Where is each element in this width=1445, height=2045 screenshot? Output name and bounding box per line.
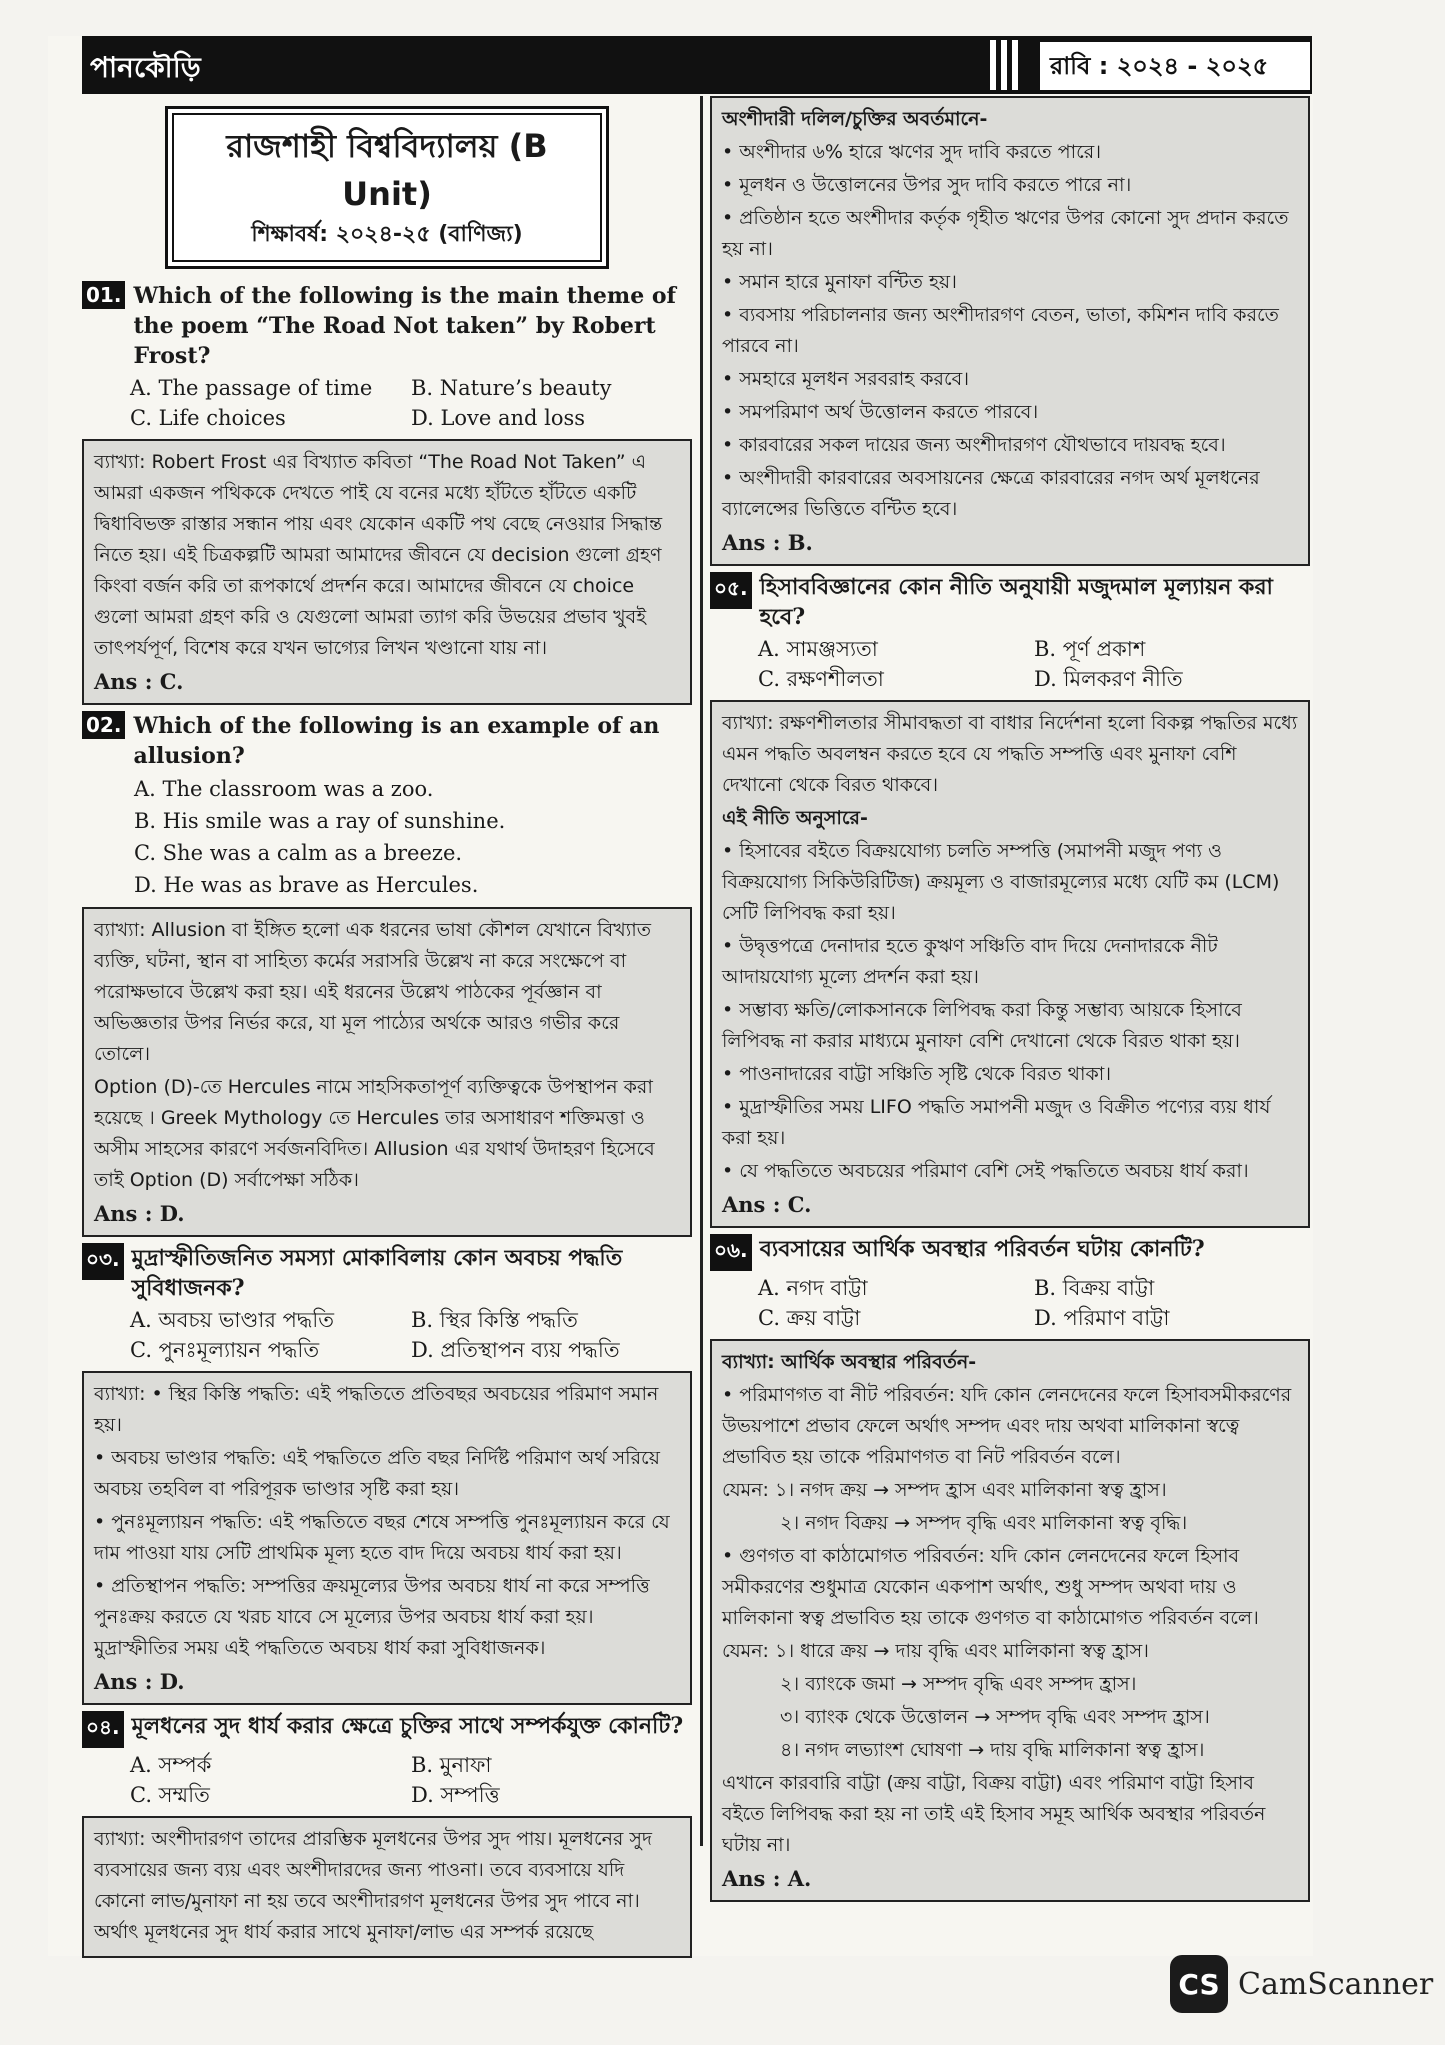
explanation-bullet: • মুদ্রাস্ফীতির সময় LIFO পদ্ধতি সমাপনী মজুদ ও বিক্রীত পণ্যের ব্যয় ধার্য করা হয়। xyxy=(722,1096,1271,1149)
options xyxy=(710,1273,1310,1333)
left-column xyxy=(82,96,692,1958)
option-c: C. পুনঃমূল্যায়ন পদ্ধতি xyxy=(130,1338,320,1362)
explanation-bullet: • সম্ভাব্য ক্ষতি/লোকসানকে লিপিবদ্ধ করা কিন্তু সম্ভাব্য আয়কে হিসাবে লিপিবদ্ধ না করার মাধ্যমে মুনাফা বেশি দেখানো থেকে বিরত থাকা হয়। xyxy=(722,999,1242,1052)
explanation-bullet: • মূলধন ও উত্তোলনের উপর সুদ দাবি করতে পারে না। xyxy=(722,174,1132,196)
option-a: A. সম্পর্ক xyxy=(130,1753,212,1777)
option-c: C. Life choices xyxy=(130,406,286,430)
example-line: ৪। নগদ লভ্যাংশ ঘোষণা → দায় বৃদ্ধি মালিকানা স্বত্ব হ্রাস। xyxy=(780,1739,1205,1761)
explanation-text: ব্যাখ্যা: রক্ষণশীলতার সীমাবদ্ধতা বা বাধার নির্দেশনা হলো বিকল্প পদ্ধতির মধ্যে এমন পদ্ধতি অবলম্বন করতে হবে যে পদ্ধতি সম্পত্তি এবং মুনাফা বেশি দেখানো থেকে বিরত থাকবে। xyxy=(722,712,1298,796)
question-number: ০৫. xyxy=(710,572,752,609)
answer: Ans : D. xyxy=(94,1201,185,1226)
option-a: A. নগদ বাট্টা xyxy=(758,1276,868,1300)
explanation-box xyxy=(82,439,692,705)
answer: Ans : C. xyxy=(722,1192,812,1217)
question-3 xyxy=(82,1243,692,1705)
question-number: 02. xyxy=(82,711,125,739)
options xyxy=(82,373,692,433)
header-bars xyxy=(990,40,1030,90)
option-a: A. অবচয় ভাণ্ডার পদ্ধতি xyxy=(130,1308,335,1332)
option-d: D. প্রতিস্থাপন ব্যয় পদ্ধতি xyxy=(411,1338,620,1362)
explanation-bullet: • গুণগত বা কাঠামোগত পরিবর্তন: যদি কোন লেনদেনের ফলে হিসাব সমীকরণের শুধুমাত্র যেকোন একপাশ অর্থাৎ, শুধু সম্পদ অথবা দায় ও মালিকানা স্বত্ব প্রভাবিত হয় তাকে গুণগত বা কাঠামোগত পরিবর্তন বলে। xyxy=(722,1545,1259,1629)
question-4 xyxy=(82,1711,692,1958)
explanation-bullet: • অংশীদার ৬% হারে ঋণের সুদ দাবি করতে পারে। xyxy=(722,141,1102,163)
explanation-text: ব্যাখ্যা: Robert Frost এর বিখ্যাত কবিতা “The Road Not Taken” এ আমরা একজন পথিককে দেখতে পাই যে বনের মধ্যে হাঁটতে হাঁটতে একটি দ্বিধাবিভক্ত রাস্তার সন্ধান পায় এবং যেকোন একটি পথ বেছে নেওয়ার সিদ্ধান্ত নিতে হয়। এই চিত্রকল্পটি আমরা আমাদের জীবনে যে decision গুলো গ্রহণ কিংবা বর্জন করি তা রূপকার্থে প্রদর্শন করে। আমাদের জীবনে যে choice গুলো আমরা গ্রহণ করি ও যেগুলো আমরা ত্যাগ করি উভয়ের প্রভাব খুবই তাৎপর্যপূর্ণ, বিশেষ করে যখন ভাগ্যের লিখন খণ্ডানো যায় না। xyxy=(94,451,663,659)
explanation-bullet: • যে পদ্ধতিতে অবচয়ের পরিমাণ বেশি সেই পদ্ধতিতে অবচয় ধার্য করা। xyxy=(722,1160,1249,1182)
explanation-box-continued xyxy=(710,96,1310,566)
question-text: হিসাববিজ্ঞানের কোন নীতি অনুযায়ী মজুদমাল মূল্যায়ন করা হবে? xyxy=(759,574,1273,630)
example-line: ৩। ব্যাংক থেকে উত্তোলন → সম্পদ বৃদ্ধি এবং সম্পদ হ্রাস। xyxy=(780,1706,1210,1728)
question-2 xyxy=(82,711,692,1237)
question-text: Which of the following is an example of an allusion? xyxy=(133,713,660,769)
explanation-bullet: • উদ্বৃত্তপত্রে দেনাদার হতে কুঋণ সঞ্চিতি বাদ দিয়ে দেনাদারকে নীট আদায়যোগ্য মূল্যে প্রদর্শন করা হয়। xyxy=(722,935,1218,988)
question-text: ব্যবসায়ের আর্থিক অবস্থার পরিবর্তন ঘটায় কোনটি? xyxy=(759,1236,1205,1262)
explanation-bullet: • সমহারে মূলধন সরবরাহ করবে। xyxy=(722,368,970,390)
example-line: যেমন: ১। ধারে ক্রয় → দায় বৃদ্ধি এবং মালিকানা স্বত্ব হ্রাস। xyxy=(722,1640,1149,1662)
example-line: ২। ব্যাংকে জমা → সম্পদ বৃদ্ধি এবং সম্পদ হ্রাস। xyxy=(780,1673,1137,1695)
explanation-bullet: • হিসাবের বইতে বিক্রয়যোগ্য চলতি সম্পত্তি (সমাপনী মজুদ পণ্য ও বিক্রয়যোগ্য সিকিউরিটিজ) ক্রয়মূল্য ও বাজারমূল্যের মধ্যে যেটি কম (LCM) সেটি লিপিবদ্ধ করা হয়। xyxy=(722,840,1280,924)
question-text: Which of the following is the main theme of the poem “The Road Not taken” by Robert Frost? xyxy=(133,283,677,369)
page-label: রাবি : ২০২৪ - ২০২৫ xyxy=(1040,42,1310,90)
option-c: C. রক্ষণশীলতা xyxy=(758,667,884,691)
explanation-box xyxy=(710,700,1310,1228)
question-number: ০৩. xyxy=(82,1243,124,1280)
answer: Ans : B. xyxy=(722,530,813,555)
question-text: মূলধনের সুদ ধার্য করার ক্ষেত্রে চুক্তির সাথে সম্পর্কযুক্ত কোনটি? xyxy=(131,1713,684,1739)
explanation-text: এখানে কারবারি বাট্টা (ক্রয় বাট্টা, বিক্রয় বাট্টা) এবং পরিমাণ বাট্টা হিসাব বইতে লিপিবদ্ধ করা হয় না তাই এই হিসাব সমূহ আর্থিক অবস্থার পরিবর্তন ঘটায় না। xyxy=(722,1772,1266,1856)
explanation-heading: অংশীদারী দলিল/চুক্তির অবর্তমানে- xyxy=(722,108,988,130)
right-column xyxy=(710,96,1310,1902)
example-line: ২। নগদ বিক্রয় → সম্পদ বৃদ্ধি এবং মালিকানা স্বত্ব বৃদ্ধি। xyxy=(780,1512,1188,1534)
explanation-bullet: • অংশীদারী কারবারের অবসায়নের ক্ষেত্রে কারবারের নগদ অর্থ মূলধনের ব্যালেন্সের ভিত্তিতে বন্টিত হবে। xyxy=(722,467,1260,520)
option-a: A. সামঞ্জস্যতা xyxy=(758,637,878,661)
option-d: D. মিলকরণ নীতি xyxy=(1034,667,1183,691)
camscanner-watermark xyxy=(1170,1955,1433,2013)
explanation-bullet: • পরিমাণগত বা নীট পরিবর্তন: যদি কোন লেনদেনের ফলে হিসাবসমীকরণের উভয়পাশে প্রভাব ফেলে অর্থাৎ সম্পদ এবং দায় অথবা মালিকানা স্বত্বে প্রভাবিত হয় তাকে পরিমাণগত বা নিট পরিবর্তন বলে। xyxy=(722,1384,1292,1468)
options xyxy=(82,1305,692,1365)
explanation-box xyxy=(82,907,692,1237)
camscanner-name: CamScanner xyxy=(1238,1966,1434,2002)
options xyxy=(710,634,1310,694)
explanation-bullet: • সমপরিমাণ অর্থ উত্তোলন করতে পারবে। xyxy=(722,401,1039,423)
explanation-text: Option (D)-তে Hercules নামে সাহসিকতাপূর্ণ ব্যক্তিত্বকে উপস্থাপন করা হয়েছে । Greek Mythology তে Hercules তার অসাধারণ শক্তিমত্তা ও অসীম সাহসের কারণে সর্বজনবিদিত। Allusion এর যথার্থ উদাহরণ হিসেবে তাই Option (D) সর্বাপেক্ষা সঠিক। xyxy=(94,1076,655,1191)
example-line: যেমন: ১। নগদ ক্রয় → সম্পদ হ্রাস এবং মালিকানা স্বত্ব হ্রাস। xyxy=(722,1479,1167,1501)
option-c: C. ক্রয় বাট্টা xyxy=(758,1306,861,1330)
option-a: A. The classroom was a zoo. xyxy=(134,777,434,801)
option-b: B. Nature’s beauty xyxy=(411,376,612,400)
answer: Ans : A. xyxy=(722,1866,812,1891)
explanation-box xyxy=(82,1816,692,1958)
question-1 xyxy=(82,281,692,705)
option-c: C. She was a calm as a breeze. xyxy=(134,841,463,865)
option-d: D. পরিমাণ বাট্টা xyxy=(1034,1306,1170,1330)
option-b: B. মুনাফা xyxy=(411,1753,492,1777)
title-box xyxy=(165,106,609,269)
explanation-heading: এই নীতি অনুসারে- xyxy=(722,807,868,829)
option-d: D. He was as brave as Hercules. xyxy=(134,873,479,897)
explanation-box xyxy=(710,1339,1310,1902)
options xyxy=(82,1750,692,1810)
answer: Ans : D. xyxy=(94,1669,185,1694)
question-number: ০৪. xyxy=(82,1711,124,1748)
question-number: ০৬. xyxy=(710,1234,752,1271)
camscanner-logo-icon: CS xyxy=(1170,1955,1228,2013)
option-b: B. বিক্রয় বাট্টা xyxy=(1034,1276,1155,1300)
explanation-bullet: • পাওনাদারের বাট্টা সঞ্চিতি সৃষ্টি থেকে বিরত থাকা। xyxy=(722,1063,1112,1085)
explanation-bullet: • সমান হারে মুনাফা বন্টিত হয়। xyxy=(722,271,957,293)
explanation-text: ব্যাখ্যা: • স্থির কিস্তি পদ্ধতি: এই পদ্ধতিতে প্রতিবছর অবচয়ের পরিমাণ সমান হয়। xyxy=(94,1383,659,1436)
option-d: D. সম্পত্তি xyxy=(411,1783,500,1807)
explanation-text: ব্যাখ্যা: Allusion বা ইঙ্গিত হলো এক ধরনের ভাষা কৌশল যেখানে বিখ্যাত ব্যক্তি, ঘটনা, স্থান বা সাহিত্য কর্মের সরাসরি উল্লেখ না করে সংক্ষেপে বা পরোক্ষভাবে উল্লেখ করা হয়। এই ধরনের উল্লেখ পাঠকের পূর্বজ্ঞান বা অভিজ্ঞতার উপর নির্ভর করে, যা মূল পাঠ্যের অর্থকে আরও গভীর করে তোলে। xyxy=(94,919,652,1065)
explanation-bullet: • কারবারের সকল দায়ের জন্য অংশীদারগণ যৌথভাবে দায়বদ্ধ হবে। xyxy=(722,434,1226,456)
option-c: C. সম্মতি xyxy=(130,1783,210,1807)
question-text: মুদ্রাস্ফীতিজনিত সমস্যা মোকাবিলায় কোন অবচয় পদ্ধতি সুবিধাজনক? xyxy=(131,1245,623,1301)
explanation-text: • প্রতিস্থাপন পদ্ধতি: সম্পত্তির ক্রয়মূল্যের উপর অবচয় ধার্য না করে সম্পত্তি পুনঃক্রয় করতে যে খরচ যাবে সে মূল্যের উপর অবচয় ধার্য করা হয়। মুদ্রাস্ফীতির সময় এই পদ্ধতিতে অবচয় ধার্য করা সুবিধাজনক। xyxy=(94,1575,650,1659)
option-a: A. The passage of time xyxy=(130,376,373,400)
explanation-box xyxy=(82,1371,692,1705)
column-divider xyxy=(700,96,703,1846)
question-number: 01. xyxy=(82,281,125,309)
explanation-text: • পুনঃমূল্যায়ন পদ্ধতি: এই পদ্ধতিতে বছর শেষে সম্পত্তি পুনঃমূল্যায়ন করে যে দাম পাওয়া যায় সেটি প্রাথমিক মূল্য হতে বাদ দিয়ে অবচয় ধার্য করা হয়। xyxy=(94,1511,670,1564)
option-b: B. স্থির কিস্তি পদ্ধতি xyxy=(411,1308,578,1332)
explanation-text: ব্যাখ্যা: অংশীদারগণ তাদের প্রারম্ভিক মূলধনের উপর সুদ পায়। মূলধনের সুদ ব্যবসায়ের জন্য ব্যয় এবং অংশীদারদের জন্য পাওনা। তবে ব্যবসায়ে যদি কোনো লাভ/মুনাফা না হয় তবে অংশীদারগণ মূলধনের উপর সুদ পাবে না। অর্থাৎ মূলধনের সুদ ধার্য করার সাথে মুনাফা/লাভ এর সম্পর্ক রয়েছে xyxy=(94,1828,652,1943)
explanation-bullet: • ব্যবসায় পরিচালনার জন্য অংশীদারগণ বেতন, ভাতা, কমিশন দাবি করতে পারবে না। xyxy=(722,304,1279,357)
exam-subtitle: শিক্ষাবর্ষ: ২০২৪-২৫ (বাণিজ্য) xyxy=(251,222,523,247)
brand-name: পানকৌড়ি xyxy=(90,51,201,84)
option-d: D. Love and loss xyxy=(411,406,586,430)
question-6 xyxy=(710,1234,1310,1902)
exam-title: রাজশাহী বিশ্ববিদ্যালয় (B Unit) xyxy=(226,127,548,213)
answer: Ans : C. xyxy=(94,669,184,694)
options xyxy=(82,773,692,901)
option-b: B. পূর্ণ প্রকাশ xyxy=(1034,637,1146,661)
question-5 xyxy=(710,572,1310,1228)
explanation-bullet: • প্রতিষ্ঠান হতে অংশীদার কর্তৃক গৃহীত ঋণের উপর কোনো সুদ প্রদান করতে হয় না। xyxy=(722,207,1289,260)
explanation-text: • অবচয় ভাণ্ডার পদ্ধতি: এই পদ্ধতিতে প্রতি বছর নির্দিষ্ট পরিমাণ অর্থ সরিয়ে অবচয় তহবিল বা পরিপূরক ভাণ্ডার সৃষ্টি করা হয়। xyxy=(94,1447,660,1500)
explanation-heading: ব্যাখ্যা: আর্থিক অবস্থার পরিবর্তন- xyxy=(722,1351,977,1373)
option-b: B. His smile was a ray of sunshine. xyxy=(134,809,506,833)
